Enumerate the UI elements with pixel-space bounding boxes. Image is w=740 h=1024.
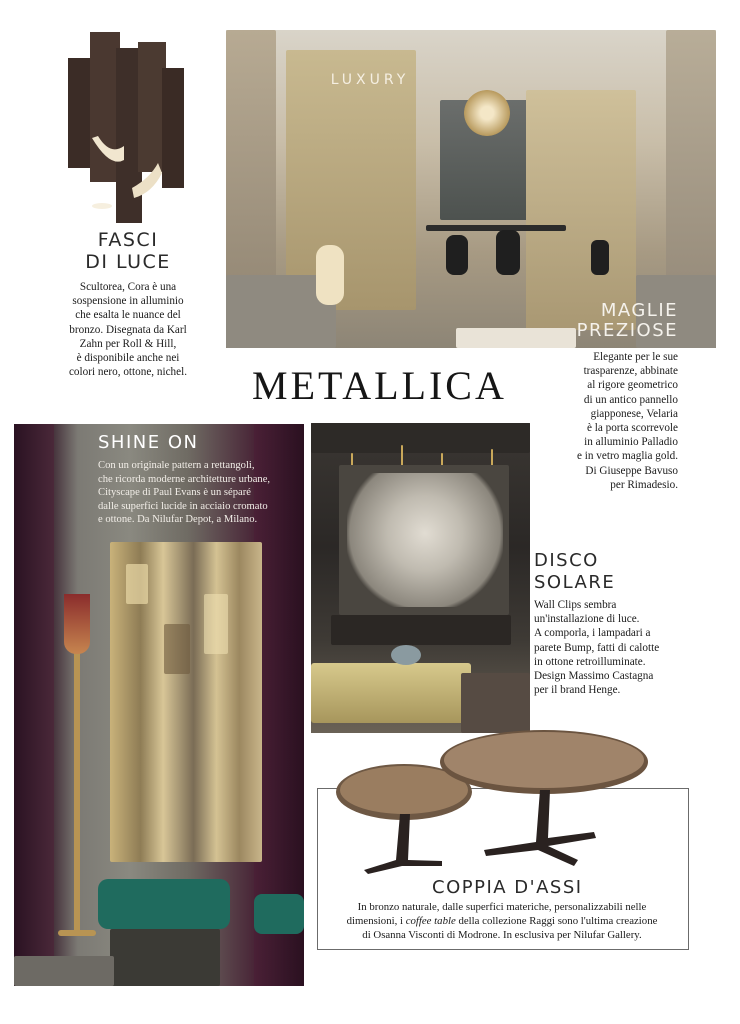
fasci-body-line: colori nero, ottone, nichel. bbox=[68, 366, 188, 379]
disco-body-line: A comporla, i lampadari a bbox=[534, 627, 651, 640]
fasci-body-line: bronzo. Disegnata da Karl bbox=[69, 323, 187, 336]
shine-body-line: Cityscape di Paul Evans è un séparé bbox=[98, 487, 251, 499]
fasci-body-line: che esalta le nuance del bbox=[75, 309, 181, 322]
coppia-body bbox=[320, 901, 684, 942]
maglie-body-line: per Rimadesio. bbox=[610, 478, 678, 491]
disco-heading-line1: DISCO bbox=[534, 550, 599, 571]
disco-solare-image bbox=[311, 423, 530, 733]
shine-body-line: dalle superfici lucide in acciaio cromato bbox=[98, 500, 268, 512]
fasci-body-line: sospensione in alluminio bbox=[72, 295, 184, 308]
coffee-tables-image bbox=[334, 720, 664, 880]
coppia-body-line: In bronzo naturale, dalle superfici materiche, personalizzabili nelle bbox=[357, 901, 647, 913]
maglie-body-line: Di Giuseppe Bavuso bbox=[585, 464, 678, 477]
shine-body bbox=[98, 459, 304, 527]
maglie-body-line: di un antico pannello bbox=[583, 393, 678, 406]
maglie-body-line: è la porta scorrevole bbox=[586, 422, 678, 435]
pendant-lamp-image bbox=[62, 28, 194, 224]
coppia-body-text: della collezione Raggi sono l'ultima creazione bbox=[455, 914, 658, 927]
maglie-body-line: Elegante per le sue bbox=[593, 351, 678, 363]
fasci-body bbox=[44, 280, 212, 379]
maglie-body-line: in alluminio Palladio bbox=[584, 436, 678, 449]
coppia-heading: COPPIA D'ASSI bbox=[432, 877, 583, 898]
maglie-body-line: e in vetro maglia gold. bbox=[577, 450, 678, 463]
disco-body-line: un'installazione di luce. bbox=[534, 613, 640, 626]
fasci-body-line: è disponibile anche nei bbox=[76, 352, 180, 365]
fasci-heading-line1: FASCI bbox=[97, 229, 159, 251]
fasci-body-line: Scultorea, Cora è una bbox=[79, 281, 177, 293]
maglie-body-line: al rigore geometrico bbox=[587, 379, 678, 392]
coppia-body-line bbox=[320, 915, 684, 929]
disco-body-line: Wall Clips sembra bbox=[534, 599, 617, 611]
maglie-heading bbox=[560, 301, 678, 341]
maglie-body bbox=[556, 350, 678, 492]
fasci-body-line: Zahn per Roll & Hill, bbox=[79, 337, 177, 350]
shine-body-line: che ricorda moderne architetture urbane, bbox=[98, 473, 271, 485]
disco-heading bbox=[534, 550, 615, 594]
maglie-body-line: giapponese, Velaria bbox=[590, 407, 678, 420]
coppia-body-emphasis: coffee table bbox=[405, 914, 456, 927]
maglie-body-line: trasparenze, abbinate bbox=[583, 365, 678, 378]
shine-body-line: Con un originale pattern a rettangoli, bbox=[98, 460, 255, 471]
fasci-heading bbox=[66, 229, 190, 273]
shine-body-line: e ottone. Da Nilufar Depot, a Milano. bbox=[98, 514, 258, 526]
maglie-heading-line1: MAGLIE bbox=[600, 300, 678, 321]
luxury-overlay-label: LUXURY bbox=[330, 72, 410, 88]
fasci-heading-line2: DI LUCE bbox=[85, 251, 171, 273]
shine-heading: SHINE ON bbox=[98, 432, 199, 453]
disco-heading-line2: SOLARE bbox=[534, 572, 616, 593]
disco-body bbox=[534, 598, 724, 697]
disco-body-line: parete Bump, fatti di calotte bbox=[534, 641, 660, 654]
disco-body-line: in ottone retroilluminate. bbox=[534, 655, 646, 668]
disco-body-line: per il brand Henge. bbox=[534, 684, 621, 697]
page-title: METALLICA bbox=[252, 363, 507, 408]
disco-body-line: Design Massimo Castagna bbox=[534, 670, 654, 683]
maglie-heading-line2: PREZIOSE bbox=[576, 320, 678, 341]
coppia-body-line: di Osanna Visconti di Modrone. In esclusiva per Nilufar Gallery. bbox=[362, 928, 642, 941]
coppia-body-text: dimensioni, i bbox=[346, 914, 406, 927]
